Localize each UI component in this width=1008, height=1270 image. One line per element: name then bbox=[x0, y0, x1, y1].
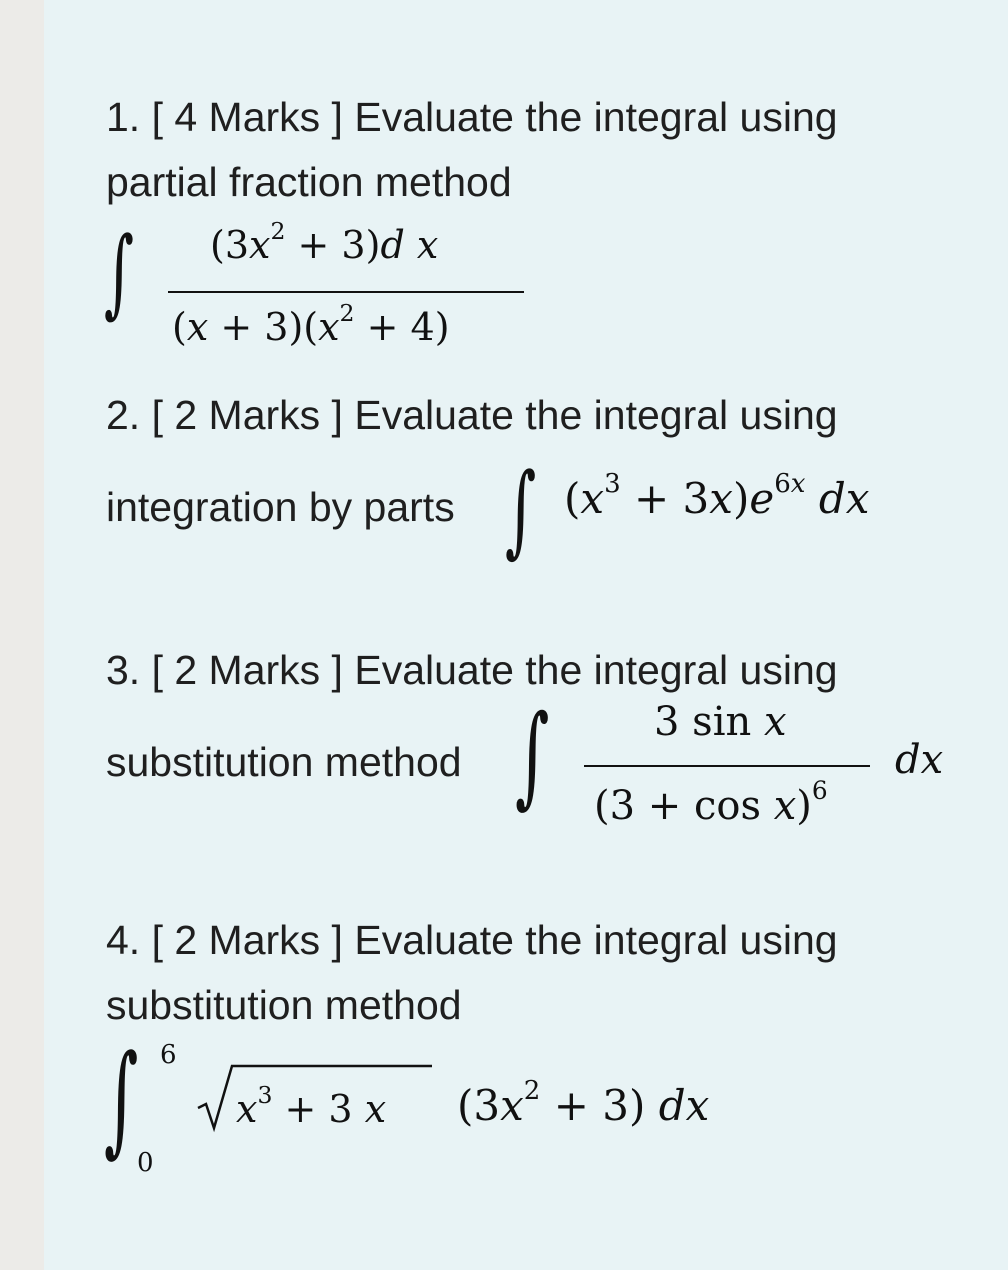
question-2-title: 2. [ 2 Marks ] Evaluate the integral using bbox=[106, 392, 838, 438]
question-1-title: 1. [ 4 Marks ] Evaluate the integral using bbox=[106, 94, 838, 140]
question-3-title: 3. [ 2 Marks ] Evaluate the integral using bbox=[106, 647, 838, 693]
question-4-title: 4. [ 2 Marks ] Evaluate the integral using bbox=[106, 917, 838, 963]
integral-sign-1: ∫ bbox=[104, 216, 135, 328]
q1-numerator: $(3x^2 + 3)d$ x bbox=[210, 217, 439, 267]
question-2-method: integration by parts bbox=[106, 484, 455, 530]
q4-integrand-rest: $(3x^2 + 3)$ dx bbox=[457, 1076, 710, 1130]
q1-denominator: $(x + 3)(x^2 + 4)$ bbox=[172, 299, 450, 349]
q3-denominator: $(3 + \cos x)^6$ bbox=[594, 776, 828, 829]
q4-lower-limit: 0 bbox=[137, 1148, 154, 1178]
integral-sign-4: ∫ bbox=[104, 1030, 139, 1169]
q3-numerator: 3 sin x bbox=[654, 699, 787, 745]
q4-upper-limit: 6 bbox=[160, 1040, 177, 1070]
integral-sign-3: ∫ bbox=[515, 691, 550, 819]
q3-fraction-bar bbox=[584, 765, 870, 767]
q3-differential: dx bbox=[895, 737, 944, 783]
q1-fraction-bar bbox=[168, 291, 524, 293]
question-4-method: substitution method bbox=[106, 982, 462, 1028]
question-3-method: substitution method bbox=[106, 739, 462, 785]
q4-radicand: $x^3 + 3$ x bbox=[236, 1081, 387, 1131]
q2-integrand: $(x^3 + 3x)e^{6x}$ dx bbox=[564, 469, 870, 523]
integral-sign-2: ∫ bbox=[505, 451, 537, 568]
question-1-method: partial fraction method bbox=[106, 159, 512, 205]
